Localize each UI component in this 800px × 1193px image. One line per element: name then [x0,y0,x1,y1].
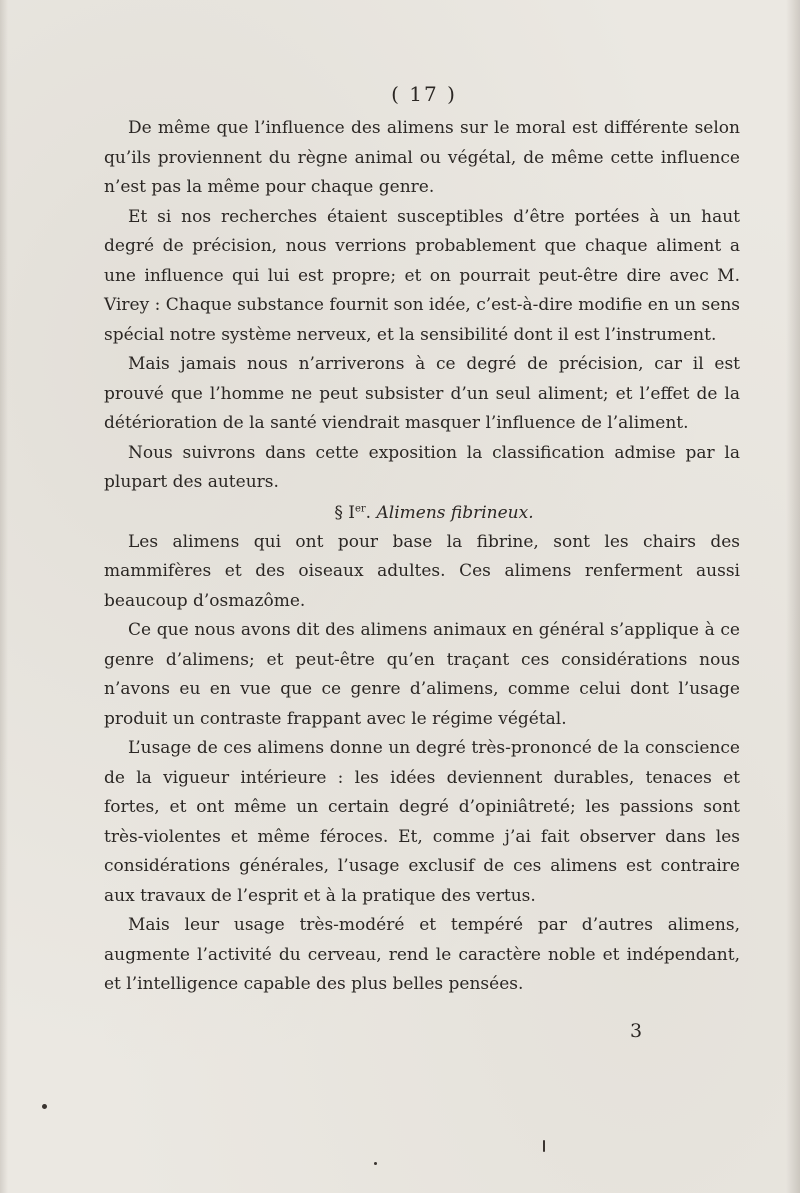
section-paragraph-1: Les alimens qui ont pour base la fibrine, sont les chairs des mammifères et des oiseaux adultes. Ces alimens renferment aussi beaucoup d’osmazôme. [104,531,740,611]
section-heading: § Ier. Alimens fibrineux. [334,502,534,523]
paragraph-4: Nous suivrons dans cette exposition la classification admise par la plupart des auteurs. [104,442,740,492]
section-superscript: er [354,502,366,514]
paragraph-2: Et si nos recherches étaient susceptibles d’être portées à un haut degré de précision, nous verrions probablement que chaque aliment a une influence qui lui est propre; et on pourrait peut-être dire avec M. Virey : Chaque substance fournit son idée, c’est-à-dire modifie en un sens spécial notre système nerveux, et la sensibilité dont il est l’instrument. [104,206,740,345]
body-text [104,114,740,1000]
section-paragraph-4: Mais leur usage très-modéré et tempéré par d’autres alimens, augmente l’activité du cerveau, rend le caractère noble et indépendant, et l’intelligence capable des plus belles pensées. [104,915,740,994]
section-paragraph-3: L’usage de ces alimens donne un degré très-prononcé de la conscience de la vigueur intérieure : les idées deviennent durables, tenaces et fortes, et ont même un certain degré d’opiniâtreté; les passions sont très-violentes et même féroces. Et, comme j’ai fait observer dans les considérations générales, l’usage exclusif de ces alimens est contraire aux travaux de l’esprit et à la pratique des vertus. [104,738,740,906]
page-number: ( 17 ) [391,82,457,106]
paragraph-3: Mais jamais nous n’arriverons à ce degré de précision, car il est prouvé que l’homme ne peut subsister d’un seul aliment; et l’effet de la détérioration de la santé viendrait masquer l’influence de l’aliment. [104,354,740,433]
section-title: Alimens fibrineux. [376,502,534,523]
signature-mark: 3 [630,1020,643,1042]
page-right-edge [786,0,800,1193]
ink-speck [42,1104,47,1109]
section-mark: § I [334,502,355,523]
ink-speck [374,1162,377,1165]
paragraph-1: De même que l’influence des alimens sur le moral est différente selon qu’ils proviennent du règne animal ou végétal, de même cette influence n’est pas la même pour chaque genre. [104,118,740,197]
page-left-edge [0,0,8,1193]
section-paragraph-2: Ce que nous avons dit des alimens animaux en général s’applique à ce genre d’alimens; et peut-être qu’en traçant ces considérations nous n’avons eu en vue que ce genre d’alimens, comme celui dont l’usage produit un contraste frappant avec le régime végétal. [104,620,740,729]
ink-speck [543,1140,545,1152]
